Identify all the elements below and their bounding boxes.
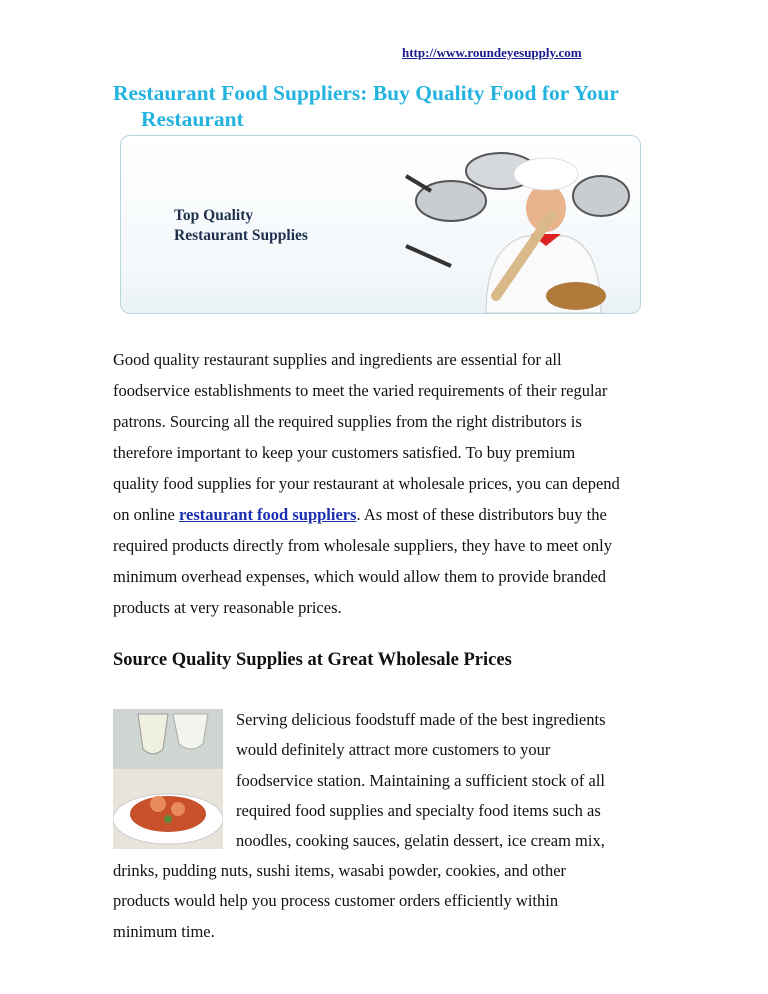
title-line-2: Restaurant: [141, 107, 244, 131]
text-line: noodles, cooking sauces, gelatin dessert, ice cream mix,: [236, 831, 605, 851]
text-line: required food supplies and specialty food items such as: [236, 800, 601, 820]
text-line: minimum overhead expenses, which would allow them to provide branded: [113, 567, 607, 586]
intro-paragraph: [113, 344, 620, 623]
section-heading: Source Quality Supplies at Great Wholesale Prices: [113, 650, 512, 670]
section-paragraph-full: [113, 856, 566, 947]
banner-line-2: Restaurant Supplies: [174, 227, 308, 244]
text-line: Serving delicious foodstuff made of the best ingredients: [236, 710, 606, 729]
restaurant-food-suppliers-link[interactable]: restaurant food suppliers: [179, 505, 357, 524]
text-line: patrons. Sourcing all the required supplies from the right distributors is: [113, 412, 582, 431]
text-line: foodservice establishments to meet the varied requirements of their regular: [113, 381, 608, 400]
banner-line-1: Top Quality: [174, 207, 254, 224]
food-photo: [113, 709, 223, 849]
title-line-1: Restaurant Food Suppliers: Buy Quality Food for Your: [113, 81, 619, 105]
text: . As most of these distributors buy the: [356, 505, 607, 524]
banner-text: [174, 206, 308, 246]
chef-illustration: [401, 146, 631, 313]
text-line: therefore important to keep your customers satisfied. To buy premium: [113, 443, 576, 462]
website-link[interactable]: http://www.roundeyesupply.com: [402, 45, 582, 60]
section-paragraph-beside: [236, 705, 606, 856]
text-line: drinks, pudding nuts, sushi items, wasabi powder, cookies, and other: [113, 861, 567, 880]
text-line: quality food supplies for your restaurant at wholesale prices, you can depend: [113, 474, 620, 493]
text-line: required products directly from wholesale suppliers, they have to meet only: [113, 536, 612, 555]
text-line: minimum time.: [113, 921, 215, 941]
text-line: foodservice station. Maintaining a sufficient stock of all: [236, 770, 606, 790]
text-line: [113, 499, 620, 530]
text-line: Good quality restaurant supplies and ingredients are essential for all: [113, 350, 562, 369]
text-line: would definitely attract more customers to your: [236, 740, 551, 760]
text-line: products would help you process customer orders efficiently within: [113, 891, 559, 911]
page-title: [113, 80, 673, 132]
text: on online: [113, 505, 179, 524]
banner-image: [120, 135, 641, 314]
text-line: products at very reasonable prices.: [113, 598, 342, 617]
